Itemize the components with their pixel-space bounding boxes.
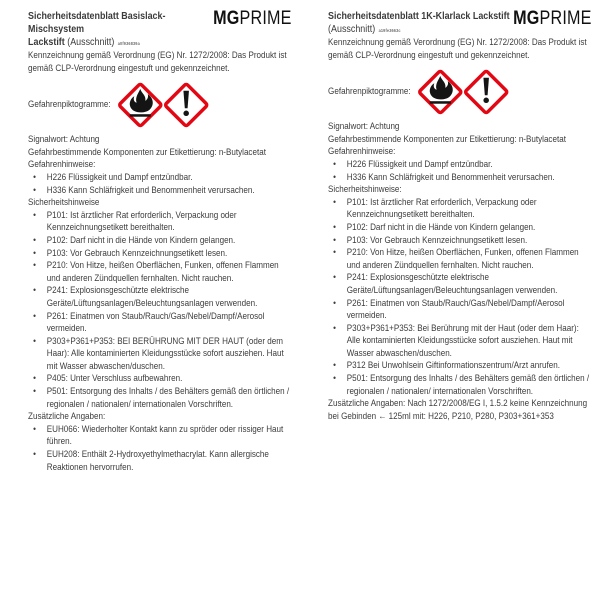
clp-intro-paragraph: Kennzeichnung gemäß Verordnung (EG) Nr. 1272/2008: Das Produkt ist gemäß CLP-Verordnung eingestuft und gekennzeichnet. xyxy=(328,37,587,61)
pictogram-label: Gefahrenpiktogramme: xyxy=(28,98,111,110)
title-line2 xyxy=(328,23,511,37)
mgprime-logo xyxy=(513,9,591,28)
additional-statement: • EUH208: Enthält 2-Hydroxyethylmethacrylat. Kann allergische Reaktionen hervorrufen. xyxy=(28,449,292,474)
title-line1: Sicherheitsdatenblatt 1K-Klarlack Lackstift xyxy=(328,10,510,22)
hazard-statement: • H336 Kann Schläfrigkeit und Benommenheit verursachen. xyxy=(28,185,292,198)
hazard-heading: Gefahrenhinweise: xyxy=(328,146,396,158)
document-id: a0f936839a xyxy=(117,41,140,46)
labelling-components: Gefahrbestimmende Komponenten zur Etikettierung: n-Butylacetat xyxy=(328,133,566,145)
safety-statement: • P303+P361+P353: Bei Berührung mit der Haut (oder dem Haar): Alle kontaminierten Kleidungsstücke sofort ausziehen. Haut mit Wasser abwaschen/duschen. xyxy=(328,323,592,361)
hazard-statement: • H336 Kann Schläfrigkeit und Benommenheit verursachen. xyxy=(328,172,592,185)
pictogram-row xyxy=(28,82,292,128)
safety-statement: • P303+P361+P353: BEI BERÜHRUNG MIT DER HAUT (oder dem Haar): Alle kontaminierten Kleidungsstücke sofort ausziehen. Haut mit Wasser abwaschen/duschen. xyxy=(28,336,292,374)
title-line2-bold: Lackstift xyxy=(28,36,65,48)
pictogram-row xyxy=(328,69,592,115)
safety-statement: • P261: Einatmen von Staub/Rauch/Gas/Nebel/Dampf/Aerosol vermeiden. xyxy=(328,298,592,323)
pictogram-label: Gefahrenpiktogramme: xyxy=(328,85,411,97)
hazard-statement-list xyxy=(328,159,592,184)
panel-klarlack xyxy=(300,0,600,600)
safety-statement: • P102: Darf nicht in die Hände von Kindern gelangen. xyxy=(28,235,292,248)
additional-statement-list xyxy=(28,424,292,474)
safety-statement: • P101: Ist ärztlicher Rat erforderlich, Verpackung oder Kennzeichnungsetikett bereithalten. xyxy=(328,197,592,222)
safety-statement: • P101: Ist ärztlicher Rat erforderlich, Verpackung oder Kennzeichnungsetikett bereithalten. xyxy=(28,210,292,235)
additional-heading: Zusätzliche Angaben: xyxy=(28,411,106,423)
hazard-statement: • H226 Flüssigkeit und Dampf entzündbar. xyxy=(328,159,592,172)
safety-statement: • P241: Explosionsgeschützte elektrische Geräte/Lüftungsanlagen/Beleuchtungsanlagen verwenden. xyxy=(328,272,592,297)
safety-statement: • P102: Darf nicht in die Hände von Kindern gelangen. xyxy=(328,222,592,235)
ghs07-exclamation-icon xyxy=(163,82,209,128)
mgprime-logo xyxy=(213,9,291,28)
additional-information: Zusätzliche Angaben: Nach 1272/2008/EG I, 1.5.2 keine Kennzeichnung bei Gebinden ← 125ml mit: H226, P210, P280, P303+361+353 xyxy=(328,398,588,422)
document-id: a19fe3663c xyxy=(378,28,401,33)
additional-statement: • EUH066: Wiederholter Kontakt kann zu spröder oder rissiger Haut führen. xyxy=(28,424,292,449)
safety-statement: • P210: Von Hitze, heißen Oberflächen, Funken, offenen Flammen und anderen Zündquellen fernhalten. Nicht rauchen. xyxy=(328,247,592,272)
safety-statement: • P312 Bei Unwohlsein Giftinformationszentrum/Arzt anrufen. xyxy=(328,360,592,373)
safety-statement: • P103: Vor Gebrauch Kennzeichnungsetikett lesen. xyxy=(328,235,592,248)
ghs02-flame-icon xyxy=(417,69,463,115)
signal-word: Signalwort: Achtung xyxy=(328,121,400,133)
title-line2 xyxy=(28,36,211,50)
ghs07-exclamation-icon xyxy=(463,69,509,115)
safety-statement: • P405: Unter Verschluss aufbewahren. xyxy=(28,373,292,386)
labelling-components: Gefahrbestimmende Komponenten zur Etikettierung: n-Butylacetat xyxy=(28,146,266,158)
safety-statement-list xyxy=(28,210,292,412)
safety-heading: Sicherheitshinweise xyxy=(28,197,100,209)
safety-statement: • P261: Einatmen von Staub/Rauch/Gas/Nebel/Dampf/Aerosol vermeiden. xyxy=(28,311,292,336)
logo-light-part: PRIME xyxy=(539,8,592,29)
logo-bold-part: MG xyxy=(213,8,240,29)
logo-light-part: PRIME xyxy=(239,8,292,29)
safety-statement: • P501: Entsorgung des Inhalts / des Behälters gemäß den örtlichen / regionalen / nationalen/ internationalen Vorschriften. xyxy=(28,386,292,411)
hazard-heading: Gefahrenhinweise: xyxy=(28,159,96,171)
ghs02-flame-icon xyxy=(117,82,163,128)
title-line1: Sicherheitsdatenblatt Basislack-Mischsystem xyxy=(28,10,166,35)
safety-heading: Sicherheitshinweise: xyxy=(328,184,402,196)
clp-intro-paragraph: Kennzeichnung gemäß Verordnung (EG) Nr. 1272/2008: Das Produkt ist gemäß CLP-Verordnung eingestuft und gekennzeichnet. xyxy=(28,50,287,74)
safety-statement-list xyxy=(328,197,592,399)
safety-statement: • P103: Vor Gebrauch Kennzeichnungsetikett lesen. xyxy=(28,248,292,261)
title-line2-normal: (Ausschnitt) xyxy=(67,36,115,48)
safety-statement: • P241: Explosionsgeschützte elektrische Geräte/Lüftungsanlagen/Beleuchtungsanlagen verwenden. xyxy=(28,285,292,310)
hazard-statement-list xyxy=(28,172,292,197)
hazard-statement: • H226 Flüssigkeit und Dampf entzündbar. xyxy=(28,172,292,185)
logo-bold-part: MG xyxy=(513,8,540,29)
safety-statement: • P501: Entsorgung des Inhalts / des Behälters gemäß den örtlichen / regionalen / nationalen/ internationalen Vorschriften. xyxy=(328,373,592,398)
signal-word: Signalwort: Achtung xyxy=(28,134,100,146)
safety-statement: • P210: Von Hitze, heißen Oberflächen, Funken, offenen Flammen und anderen Zündquellen fernhalten. Nicht rauchen. xyxy=(28,260,292,285)
title-line2-normal: (Ausschnitt) xyxy=(328,23,376,35)
